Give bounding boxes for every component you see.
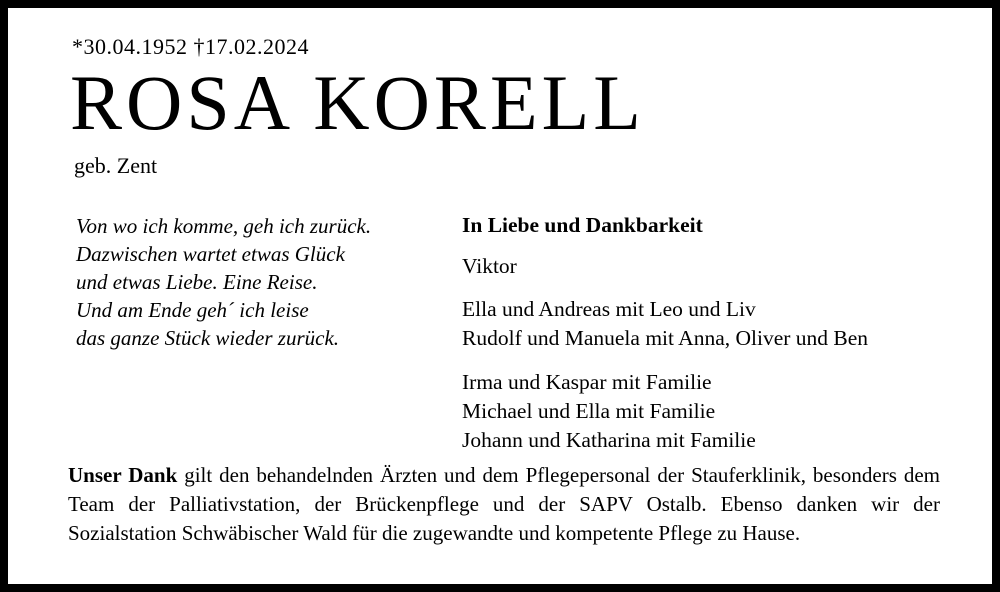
family-line: Viktor: [462, 253, 517, 278]
verse-block: [68, 213, 448, 455]
content-columns: [68, 213, 932, 455]
family-group: [462, 295, 932, 353]
thanks-title: In Liebe und Dankbarkeit: [462, 212, 703, 237]
family-block: [448, 213, 932, 455]
family-line: Michael und Ella mit Familie: [462, 398, 716, 423]
family-group: [462, 368, 932, 456]
life-dates: *30.04.1952 †17.02.2024: [72, 34, 309, 59]
footer-lead: Unser Dank: [68, 463, 178, 488]
family-line: Irma und Kaspar mit Familie: [462, 369, 712, 394]
verse-line: Von wo ich komme, geh ich zurück.: [76, 213, 372, 238]
verse-line: Und am Ende geh´ ich leise: [76, 297, 309, 322]
family-group: [462, 252, 932, 281]
maiden-name: geb. Zent: [74, 152, 158, 178]
verse-line: Dazwischen wartet etwas Glück: [76, 241, 345, 266]
family-line: Rudolf und Manuela mit Anna, Oliver und Ben: [462, 326, 869, 351]
verse-line: und etwas Liebe. Eine Reise.: [76, 269, 318, 294]
obituary-card: [8, 8, 992, 584]
deceased-name: ROSA KORELL: [70, 59, 645, 146]
family-line: Johann und Katharina mit Familie: [462, 428, 756, 453]
family-line: Ella und Andreas mit Leo und Liv: [462, 297, 756, 322]
thanks-footer: [68, 461, 940, 548]
verse-line: das ganze Stück wieder zurück.: [76, 325, 340, 350]
footer-text: gilt den behandelnden Ärzten und dem Pflegepersonal der Stauferklinik, besonders dem Team der Palliativstation, der Brückenpflege und der SAPV Ostalb. Ebenso danken wir der Sozialstation Schwäbischer Wald für die zugewandte und kompetente Pflege zu Hause.: [68, 463, 940, 546]
